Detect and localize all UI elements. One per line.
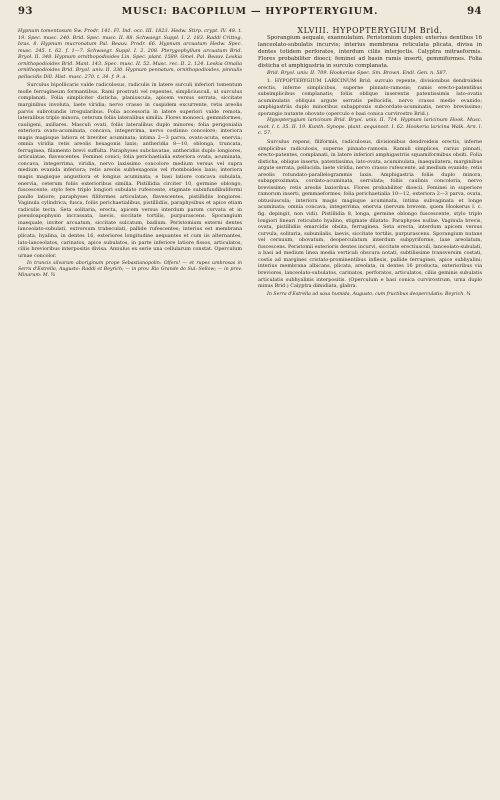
genus-heading: XLVIII. HYPOPTERYGIUM Brid. <box>297 26 443 35</box>
left-column <box>18 28 242 298</box>
species-description-right: Surculus repens, filiformis, radiculosus, divisionibus dendroideis erectis, inferne simplicibus radiculosis, superne pinnato-ramosis. Ramuli simplices, rarius pinnati, erecto-patentes, complanati, in latere inferiori amphigastriis squamiformibus obsiti. Folia disticha, oblique inserta, patentissima, lato-ovata, acuminulata, inaequilatera, marginibus argute serrata, pellucida, laete viridia, nervo crasso rufescente, ad medium evanido; retis areolis rotundato-parallelogrammis laxis. Amphigastria foliis duplo minora, subapproximata, cordato-acuminata, serrulata; foliis caulinis concoloria, nervo brevissimo; retis areolis laxioribus. Flores probabiliter dioecii. Feminei in superiore ramorum inserti, gemmaeformes; folia perichaetialia 10—12, exteriora 2—3 parva, ovata, obtusiuscula; interiora magis magisque acuminata, intima subvaginata et longe acuminata; omnia concava, integerrima, enervia (nervum brevem, quem Hookerus l. c. fig. depingit, non vidi). Pistillidia 8, longa, germine oblongo fuscescente, stylo triplo longiori lineari reticulato hyalino, stigmate dilatato. Paraphyses nullae. Vaginula brevis, ovata, pistillidiis emarcidis obsita, ferruginea. Seta erecta, interdum apicem versus curvula, solitaria, subunilalis, laevis, siccitate tortilis, purpurascens. Sporangium nutans vel cernuum, obovatum, deoperculatum interdum subpyriforme, laxe areolatum, fuscescens. Peristomii exterioris dentes incurvi, siccitate erectiusculi, lanceolato-subulati, a basi ad medium linea media verticali obscura notati, subtilissime transversim costati, costis ad margines cristato-prominentibus inflexis, pallide ferruginei, apice subhyalini; interius membrana albicans, plicata, areolata, in dentes 16 producta, exterioribus via breviores, lanceolato-subulatos, carinatos, perforatos, articulatos, ciliis geminis subulatis articulatis subhyalinis interpositis. (Operculum e basi conica curvirostrum, urna duplo minus Brid.) Calyptra dimidiata, glabra. <box>258 139 482 290</box>
species-references: Hypopterygium laricinum Brid. Bryol. univ. II. 714. Hypnum laricinum Hook. Musc. exot. I. t. 35. II. 19. Kunth. Synops. plant. aequinoct. I. 62. Hookeria laricina Walk. Arn. l. c. 57. <box>258 117 482 137</box>
right-column <box>258 28 482 298</box>
running-header <box>18 6 482 20</box>
genus-description: Sporangium aequale, exannulatum. Peristomium duplex: exterius dentibus 16 lanceolato-subulatis incurvis; interius membrana reticulata plicata, divisa in dentes totidem perforatos, interdum ciliis interjectis. Calyptra mitraeformis. Flores probabiliter dioeci; feminei ad basin ramis inserti, gemmiformes. Folia disticha et amphigastria in surculo complanata. <box>258 34 482 69</box>
page-number-left: 93 <box>18 6 33 17</box>
page-number-right: 94 <box>467 6 482 17</box>
two-column-body <box>18 28 482 298</box>
habitat-note: In truncis silvarum aboriginum prope Sebastianopolin: Olfers! — et rupes umbrosas in Serra d'Estrella, Augusto: Raddi et Beyrich; — in prov. Rio Grande do Sul: Sellow; — in prov. Minarum: M. ¾ <box>18 261 242 279</box>
species-description: Surculus bipollicaris valde radiculosus, radiculis in latere surculi inferiori tomentum molle ferrugineum formantibus. Rami prostrati vel repentes, simpliciusculi, ut surculus complanati. Folia simpliciter disticha, planiuscula, apicem versus serrata, siccitate marginibus involuta, laete viridia; nervo crasso in cuspidem excurrente, retis areolis parvis subrotundis irregularibus. Folia accessoria in latere superiori valde remota, lateralibus triplo minora, ceterum foliis lateralibus similia. Flores monoeci, gemmiformes, cauligeni, axillares. Masculi ovati, foliis lateralibus duplo minores; folia perigonialia exteriora ovato-acuminata, concava, integerrima, nervo costinno concolore; interiora magis magisque latiora et breviter acuminata; intima 2—3 parva, ovato-acuta, enervia; omnia viridia retis areolis hexagonis laxis; antheridia 8—10, oblonga, truncata, ferruginea, filamento brevi suffulta. Paraphyses subclavatae, antheridiis duplo longiores, articulatae, flavescentes. Feminei conici; folia perichaetialia exteriora ovata, acuminata, concava, integerrima, viridia, nervo laxissimo concolore medium versus vel supra medium evanida inferiora; retis areolis subhexagonis vel rhomboideis laxis; interiora magis magisque angustiora et longius acuminata, e basi latiore concava subulata, enervia, ceterum foliis exterioribus similia. Pistillidia circiter 10, germine oblongo, fuscescente, stylo fere triplo longiori subulato rufescente, stigmate subinfundibuliformi paullo latiore; paraphyses filiformes articulatae, flavescentes, pistillidiis longiores. Vaginula cylindrica, fusca, foliis perichaetialibus, pistillidiis, paraphysibus et apice etiam radiculis tecta. Seta solitaria, erecta, apicem versus interdum parum curvata et in pseudoapophysin incrassata, laevis, siccitate tortilis, purpurascens. Sporangium inaequale, inviter arcuatum, siccitate sulcatum, badium. Peristomium externi dentes lanceolato-subulati, extrorsum trabeculati, pallide rufescentes; interius est membrana plicata, hyalina, in dentes 16, exteriores longitudine aequantes et cum iis alternantes, lato-lanceolatos, carinatos, apice subulatos, in parte inferiore latiore fissos, articulatos, ciliis brevioribus interpositis divisa. Annulus ex serie una cellularum constat. Operculum urnae concolor. <box>18 82 242 259</box>
genus-references: Brid. Bryol. univ. II. 709. Hookeriae Spec. Sm. Brown. Endl. Gen. n. 587. <box>267 69 448 76</box>
synonymy-block: Hypnum tomentosum Sw. Prodr. 141. Fl. Ind. occ. III. 1823. Hedw. Stirp. crypt. IV. 48. t. 19. Spec. musc. 240. Brid. Spec. musc. II. 88. Schwaegr. Suppl. I. 2. 183. Raddi Crittog. bras. 8. Hypnum mucronatum Pal. Beauv. Prodr. 66. Hypnum arcuatum Hedw. Spec. musc. 245. t. 62. f. 1—7. Schwaegr. Suppl. I. 2. 208. Pterygophyllum arcuatum Brid. Bryol. II. 348. Hypnum ornithopodioides Lin. Spec. plant. 1589. Gmel. Pal. Beauv. Leskia ornithopodioides Brid. Mant. 143. Spec. musc. II. 52. Musc. rec. II. 2. 124. Leskia Omalia ornithopodioides Brid. Bryol. univ. II. 330. Hypnum pennatum, ornithopodioides, pinnulis pellucidis Dill. Hist. musc. 270. t. 34. f. 9. a. <box>18 28 242 80</box>
running-title: MUSCI: BACOPILUM — HYPOPTERYGIUM. <box>121 6 379 17</box>
species-diagnosis: 1. HYPOPTERYGIUM LARICINUM Brid. surculo repente, divisionibus dendroideis erectis, inferne simplicibus, superne pinnato-ramosis; ramis erecto-patentibus subsimplicibus complanatis; foliis oblique inserentis patentissimis lato-ovatis acuminulatis obliquis argute serratis pellucidis, nervo crasso medio evanido; amphigastriis duplo minoribus subapproxis subcordato-acuminatis, nervo brevissimo; sporangio nutante obovato (operculo e basi conica curvirostro Brid.). <box>258 78 482 117</box>
habitat-note-right: In Serra d'Estrella ad saxa humida, Augusto, cum fructibus deoperculatis: Beyrich. ¾ <box>267 291 471 297</box>
